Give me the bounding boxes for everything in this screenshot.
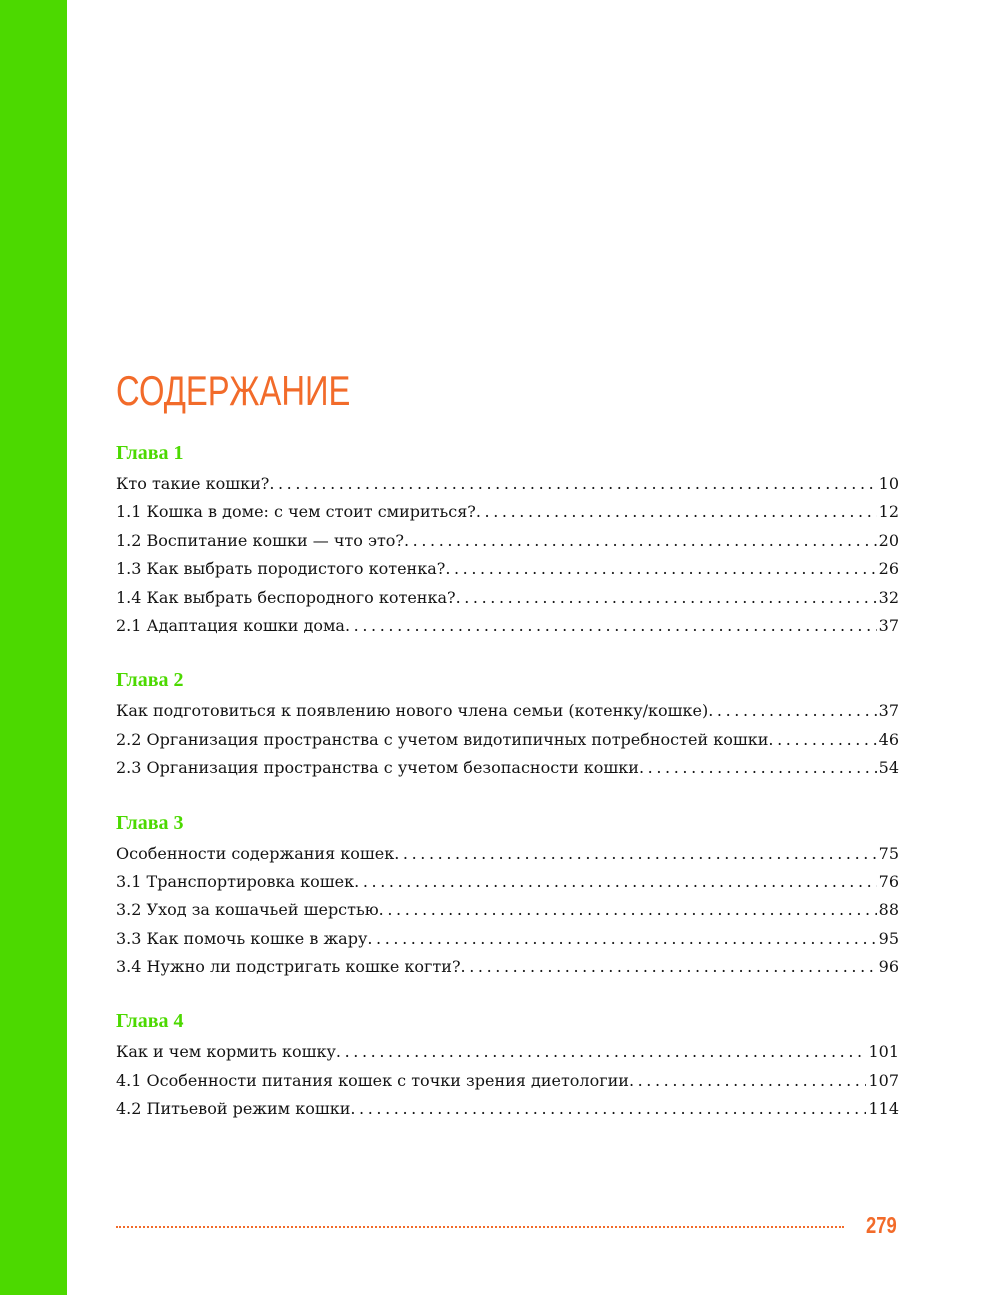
- toc-entry-page: 12: [878, 502, 899, 522]
- toc-entry-label: 1.4 Как выбрать беспородного котенка?: [116, 587, 456, 607]
- toc-entry-page: 107: [868, 1070, 899, 1090]
- chapter-section: [116, 1008, 899, 1123]
- toc-entry[interactable]: [116, 1067, 899, 1095]
- toc-entry-label: Как и чем кормить кошку: [116, 1042, 336, 1062]
- dot-leader: [367, 925, 876, 953]
- chapter-title: Глава 3: [116, 811, 184, 834]
- toc-entry[interactable]: [116, 1095, 899, 1123]
- page-title: СОДЕРЖАНИЕ: [116, 367, 351, 414]
- toc-entry[interactable]: [116, 612, 899, 640]
- toc-entry[interactable]: [116, 868, 899, 896]
- toc-entry-label: 2.3 Организация пространства с учетом безопасности кошки: [116, 758, 639, 778]
- toc-entry[interactable]: [116, 840, 899, 868]
- toc-entry-page: 37: [878, 701, 899, 721]
- toc-entry-label: 4.2 Питьевой режим кошки: [116, 1099, 351, 1119]
- dot-leader: [445, 555, 876, 583]
- chapter-title: Глава 1: [116, 442, 184, 464]
- toc-entry-page: 26: [878, 559, 899, 579]
- dot-leader: [476, 498, 877, 526]
- table-of-contents: [116, 440, 899, 1151]
- toc-entry-page: 76: [878, 871, 899, 891]
- footer-dotted-line: [116, 1226, 844, 1228]
- dot-leader: [394, 840, 876, 868]
- toc-entry-page: 95: [878, 928, 899, 948]
- toc-entry[interactable]: [116, 527, 899, 555]
- dot-leader: [708, 697, 876, 725]
- chapter-title: Глава 4: [116, 1010, 184, 1033]
- dot-leader: [461, 953, 877, 981]
- toc-entry-page: 32: [878, 587, 899, 607]
- dot-leader: [269, 470, 876, 498]
- dot-leader: [345, 612, 877, 640]
- toc-entry[interactable]: [116, 896, 899, 924]
- toc-entry-label: 1.3 Как выбрать породистого котенка?: [116, 559, 446, 579]
- toc-entry-page: 20: [878, 530, 899, 550]
- toc-entry-page: 54: [878, 758, 899, 778]
- toc-entry-page: 37: [878, 615, 899, 635]
- toc-entry[interactable]: [116, 953, 899, 981]
- dot-leader: [336, 1038, 867, 1066]
- dot-leader: [639, 754, 877, 782]
- chapter-section: [116, 667, 899, 782]
- toc-entry-page: 10: [878, 474, 899, 493]
- dot-leader: [404, 527, 877, 555]
- toc-entry-page: 46: [878, 729, 899, 749]
- toc-entry[interactable]: [116, 697, 899, 725]
- toc-entry-label: 4.1 Особенности питания кошек с точки зрения диетологии: [116, 1070, 629, 1090]
- green-side-bar: [0, 0, 67, 1295]
- toc-entry-label: 3.4 Нужно ли подстригать кошке когти?: [116, 957, 461, 977]
- toc-entry-label: 3.1 Транспортировка кошек: [116, 871, 355, 891]
- toc-entry[interactable]: [116, 498, 899, 526]
- chapter-section: [116, 810, 899, 982]
- toc-entry-label: 3.3 Как помочь кошке в жару: [116, 928, 368, 948]
- toc-entry-page: 114: [868, 1099, 899, 1119]
- toc-entry-label: Особенности содержания кошек: [116, 843, 395, 863]
- toc-entry-page: 96: [878, 957, 899, 977]
- toc-entry[interactable]: [116, 1038, 899, 1066]
- toc-entry-label: Как подготовиться к появлению нового члена семьи (котенку/кошке): [116, 701, 709, 721]
- page-number: 279: [866, 1212, 897, 1238]
- toc-entry[interactable]: [116, 754, 899, 782]
- toc-entry[interactable]: [116, 555, 899, 583]
- toc-entry-page: 75: [878, 843, 899, 863]
- dot-leader: [379, 896, 877, 924]
- dot-leader: [456, 584, 877, 612]
- toc-entry-page: 101: [868, 1042, 899, 1062]
- toc-entry[interactable]: [116, 726, 899, 754]
- toc-entry-label: 2.2 Организация пространства с учетом видотипичных потребностей кошки: [116, 729, 769, 749]
- dot-leader: [768, 726, 876, 754]
- toc-entry[interactable]: [116, 584, 899, 612]
- chapter-section: [116, 440, 899, 640]
- toc-entry-label: 2.1 Адаптация кошки дома: [116, 615, 345, 635]
- toc-entry-label: 3.2 Уход за кошачьей шерстью: [116, 900, 379, 920]
- toc-entry[interactable]: [116, 925, 899, 953]
- toc-entry-label: 1.2 Воспитание кошки — что это?: [116, 530, 404, 550]
- dot-leader: [629, 1067, 867, 1095]
- dot-leader: [354, 868, 876, 896]
- toc-entry[interactable]: [116, 470, 899, 498]
- toc-entry-page: 88: [878, 900, 899, 920]
- toc-entry-label: Кто такие кошки?: [116, 474, 270, 493]
- toc-entry-label: 1.1 Кошка в доме: с чем стоит смириться?: [116, 502, 476, 522]
- dot-leader: [350, 1095, 866, 1123]
- chapter-title: Глава 2: [116, 669, 184, 692]
